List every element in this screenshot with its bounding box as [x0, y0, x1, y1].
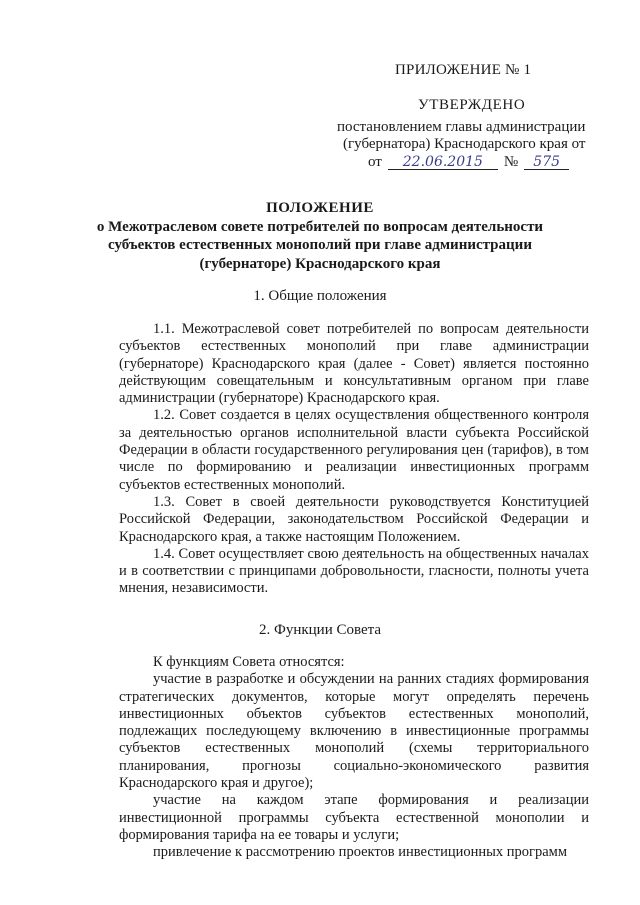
number-sign: № — [503, 154, 519, 170]
paragraph-1-2: 1.2. Совет создается в целях осуществления общественного контроля за деятельностью органов исполнительной власти субъекта Российской Федерации в области государственного регулирования цен (тарифов), в том числе по формированию и реализации инвестиционных программ субъектов естественных монополий. — [119, 407, 589, 493]
function-item: участие на каждом этапе формирования и реализации инвестиционной программы субъекта естественной монополии и формирования тарифа на ее товары и услуги; — [119, 792, 589, 843]
from-label: от — [368, 154, 382, 170]
document-subtitle-line-3: (губернаторе) Краснодарского края — [199, 256, 441, 272]
paragraph-1-4: 1.4. Совет осуществляет свою деятельность на общественных началах и в соответствии с принципами добровольности, гласности, полноты учета мнения, независимости. — [119, 545, 589, 597]
section-heading-functions: 2. Функции Совета — [258, 622, 382, 638]
document-subtitle-line-1: о Межотраслевом совете потребителей по вопросам деятельности — [96, 219, 544, 235]
approval-line-2: (губернатора) Краснодарского края от — [343, 136, 586, 152]
appendix-label: ПРИЛОЖЕНИЕ № 1 — [395, 62, 532, 78]
paragraph-1-3: 1.3. Совет в своей деятельности руководствуется Конституцией Российской Федерации, законодательством Российской Федерации и Краснодарского края, а также настоящим Положением. — [119, 493, 589, 545]
section-body-general — [119, 321, 589, 598]
approved-label: УТВЕРЖДЕНО — [418, 97, 526, 113]
section-body-functions — [119, 654, 589, 862]
document-subtitle-line-2: субъектов естественных монополий при главе администрации — [108, 237, 532, 253]
handwritten-number: 575 — [524, 155, 569, 170]
function-item: привлечение к рассмотрению проектов инвестиционных программ — [153, 844, 568, 861]
functions-intro: К функциям Совета относятся: — [153, 654, 345, 670]
section-heading-general: 1. Общие положения — [253, 288, 387, 304]
document-title: ПОЛОЖЕНИЕ — [266, 200, 374, 216]
approval-line-3 — [368, 154, 569, 171]
paragraph-1-1: 1.1. Межотраслевой совет потребителей по вопросам деятельности субъектов естественных монополий при главе администрации (губернаторе) Краснодарского края (далее - Совет) является постоянно действующим совещательным и консультативным органом при главе администрации (губернаторе) Краснодарского края. — [119, 321, 589, 407]
approval-line-1: постановлением главы администрации — [337, 119, 586, 135]
handwritten-date: 22.06.2015 — [388, 155, 498, 170]
function-item: участие в разработке и обсуждении на ранних стадиях формирования стратегических документов, которые могут определять перечень инвестиционных объектов субъектов естественных монополий, подлежащих последующему включению в инвестиционные программы субъектов естественных монополий (схемы территориального планирования, прогнозы социально-экономического развития Краснодарского края и другое); — [119, 671, 589, 792]
